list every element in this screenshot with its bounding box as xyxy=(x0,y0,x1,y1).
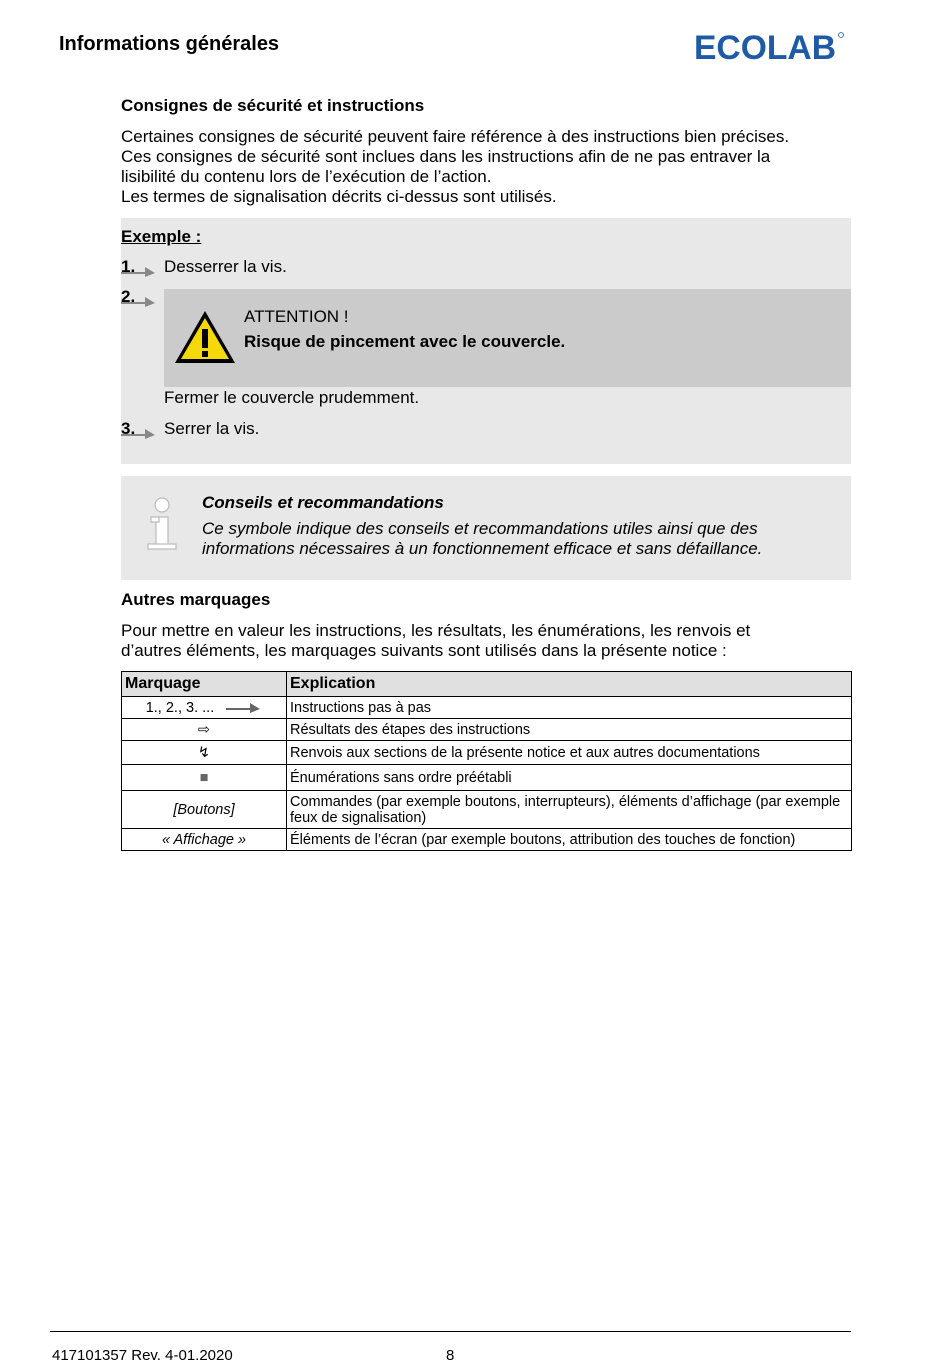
markings-table xyxy=(121,671,852,851)
example-box xyxy=(121,218,851,464)
mark-step-text: 1., 2., 3. ... xyxy=(145,699,215,716)
step-number: 3. xyxy=(121,419,136,438)
mark-cell: « Affichage » xyxy=(122,829,287,851)
table-row xyxy=(122,765,852,791)
table-row xyxy=(122,829,852,851)
ecolab-logo xyxy=(694,28,844,64)
section-heading-markings: Autres marquages xyxy=(121,590,271,609)
step-text: Desserrer la vis. xyxy=(164,257,287,276)
explanation-cell: Renvois aux sections de la présente notice et aux autres documentations xyxy=(287,741,852,765)
tip-text xyxy=(202,519,762,559)
tip-line: Ce symbole indique des conseils et recommandations utiles ainsi que des xyxy=(202,519,758,538)
warning-box xyxy=(164,289,851,387)
paragraph-line: Certaines consignes de sécurité peuvent faire référence à des instructions bien précises. xyxy=(121,127,790,146)
page-header-title: Informations générales xyxy=(59,33,280,55)
section-heading-safety: Consignes de sécurité et instructions xyxy=(121,96,425,115)
paragraph-line: Ces consignes de sécurité sont inclues dans les instructions afin de ne pas entraver la xyxy=(121,147,771,166)
tip-line: informations nécessaires à un fonctionnement efficace et sans défaillance. xyxy=(202,539,763,558)
paragraph-line: Pour mettre en valeur les instructions, les résultats, les énumérations, les renvois et xyxy=(121,621,751,640)
step-arrow-icon xyxy=(121,428,157,440)
footer-divider xyxy=(50,1331,851,1332)
step-text: Serrer la vis. xyxy=(164,419,260,438)
warning-text: Risque de pincement avec le couvercle. xyxy=(244,332,566,351)
paragraph-line: lisibilité du contenu lors de l’exécution de l’action. xyxy=(121,167,492,186)
column-header-marquage: Marquage xyxy=(122,672,287,697)
tip-title: Conseils et recommandations xyxy=(202,493,444,512)
table-row xyxy=(122,741,852,765)
example-label: Exemple : xyxy=(121,227,202,246)
page-number: 8 xyxy=(446,1347,455,1364)
warning-title: ATTENTION ! xyxy=(244,307,349,326)
table-row xyxy=(122,719,852,741)
warning-triangle-icon xyxy=(173,309,237,365)
explanation-cell: Résultats des étapes des instructions xyxy=(287,719,852,741)
result-arrow-icon: ⇨ xyxy=(122,719,287,741)
explanation-cell: Énumérations sans ordre préétabli xyxy=(287,765,852,791)
step-arrow-icon xyxy=(121,266,157,278)
table-header-row xyxy=(122,672,852,697)
tip-box xyxy=(121,476,851,580)
step-text: Fermer le couvercle prudemment. xyxy=(164,388,420,407)
step-arrow-icon xyxy=(121,296,157,308)
mark-cell: [Boutons] xyxy=(122,791,287,829)
column-header-explication: Explication xyxy=(287,672,852,697)
mark-cell xyxy=(122,697,287,719)
reference-icon: ↯ xyxy=(122,741,287,765)
paragraph-line: d’autres éléments, les marquages suivants sont utilisés dans la présente notice : xyxy=(121,641,727,660)
paragraph-line: Les termes de signalisation décrits ci-dessus sont utilisés. xyxy=(121,187,557,206)
step-number: 1. xyxy=(121,257,136,276)
explanation-cell: Instructions pas à pas xyxy=(287,697,852,719)
logo-wordmark: ECOLAB xyxy=(694,29,836,64)
table-row xyxy=(122,791,852,829)
document-reference: 417101357 Rev. 4-01.2020 xyxy=(52,1347,233,1364)
markings-paragraph xyxy=(121,621,851,661)
explanation-cell: Commandes (par exemple boutons, interrupteurs), éléments d’affichage (par exemple feux de signalisation) xyxy=(287,791,852,829)
step-number: 2. xyxy=(121,287,136,306)
safety-paragraph xyxy=(121,127,851,207)
explanation-cell: Éléments de l’écran (par exemple boutons, attribution des touches de fonction) xyxy=(287,829,852,851)
step-arrow-icon xyxy=(226,702,262,714)
bullet-square-icon: ■ xyxy=(122,765,287,791)
table-row xyxy=(122,697,852,719)
info-icon xyxy=(145,496,179,552)
